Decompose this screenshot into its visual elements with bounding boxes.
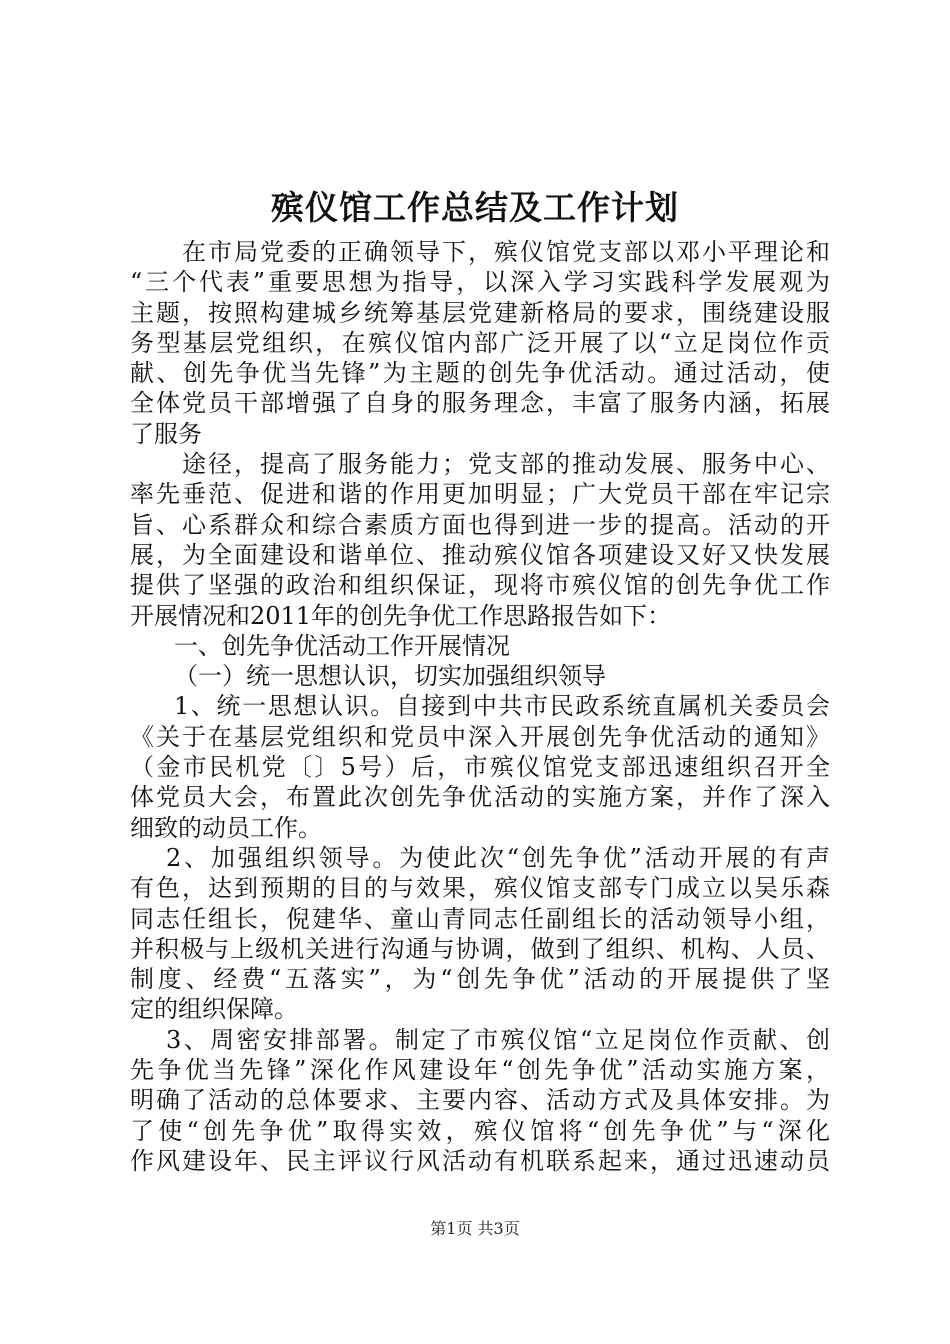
body-line: 作风建设年、民主评议行风活动有机联系起来，通过迅速动员 [130,1146,830,1175]
body-line: 细致的动员工作。 [130,813,322,842]
body-line: 主题，按照构建城乡统筹基层党建新格局的要求，围绕建设服 [130,298,830,327]
body-line: 了服务 [130,419,202,448]
body-line: 体党员大会，布置此次创先争优活动的实施方案，并作了深入 [130,783,830,812]
body-line: 一、创先争优活动工作开展情况 [174,631,510,660]
body-line: 定的组织保障。 [130,995,298,1024]
body-line: 旨、心系群众和综合素质方面也得到进一步的提高。活动的开 [130,510,830,539]
body-line: 在市局党委的正确领导下，殡仪馆党支部以邓小平理论和 [182,238,830,266]
body-line: 务型基层党组织，在殡仪馆内部广泛开展了以“立足岗位作贡 [130,328,830,357]
body-line: （一）统一思想认识，切实加强组织领导 [174,662,606,691]
body-line: 全体党员干部增强了自身的服务理念，丰富了服务内涵，拓展 [130,389,830,418]
body-line: 展，为全面建设和谐单位、推动殡仪馆各项建设又好又快发展 [130,540,830,569]
body-line: 制度、经费“五落实”，为“创先争优”活动的开展提供了坚 [130,965,830,994]
body-line: 有色，达到预期的目的与效果，殡仪馆支部专门成立以吴乐森 [130,874,830,903]
body-line: 了使“创先争优”取得实效，殡仪馆将“创先争优”与“深化 [130,1116,830,1145]
body-line: （金市民机党〔〕5号）后，市殡仪馆党支部迅速组织召开全 [130,753,830,782]
page-title: 殡仪馆工作总结及工作计划 [271,188,679,227]
body-line: 并积极与上级机关进行沟通与协调，做到了组织、机构、人员、 [130,934,830,963]
page-footer: 第1页 共3页 [430,1219,520,1238]
body-line: 同志任组长，倪建华、童山青同志任副组长的活动领导小组， [130,904,830,933]
body-line: 开展情况和2011年的创先争优工作思路报告如下： [130,601,672,630]
body-line: 《关于在基层党组织和党员中深入开展创先争优活动的通知》 [130,722,830,751]
body-line: 途径，提高了服务能力；党支部的推动发展、服务中心、 [182,450,830,479]
body-line: 3、周密安排部署。制定了市殡仪馆“立足岗位作贡献、创 [166,1025,830,1054]
body-line: 明确了活动的总体要求、主要内容、活动方式及具体安排。为 [130,1086,830,1115]
body-line: “三个代表”重要思想为指导，以深入学习实践科学发展观为 [130,268,830,297]
body-line: 先争优当先锋”深化作风建设年“创先争优”活动实施方案， [130,1056,830,1085]
body-line: 2、加强组织领导。为使此次“创先争优”活动开展的有声 [166,843,830,872]
body-line: 1、统一思想认识。自接到中共市民政系统直属机关委员会 [174,692,830,721]
document-body [130,237,830,1176]
body-line: 率先垂范、促进和谐的作用更加明显；广大党员干部在牢记宗 [130,480,830,509]
body-line: 献、创先争优当先锋”为主题的创先争优活动。通过活动，使 [130,359,830,388]
body-line: 提供了坚强的政治和组织保证，现将市殡仪馆的创先争优工作 [130,571,830,600]
